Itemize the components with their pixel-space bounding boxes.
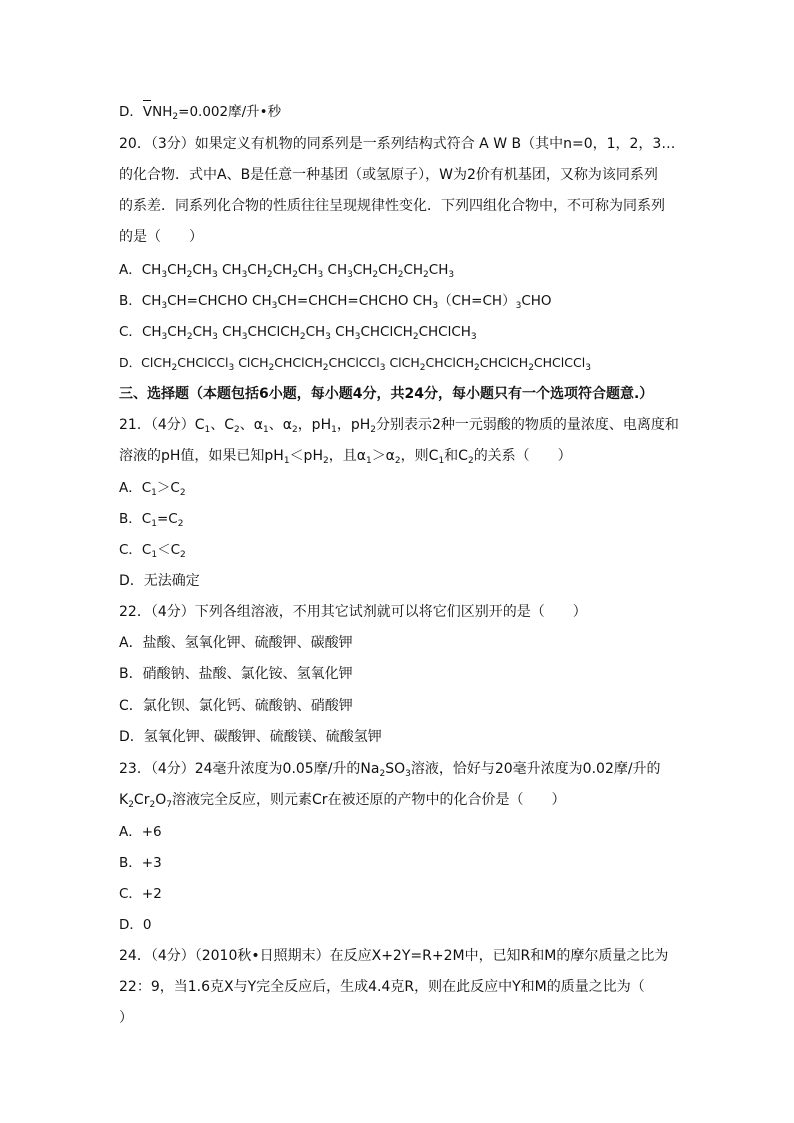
q24-stem-line2: 22：9，当1.6克X与Y完全反应后，生成4.4克R，则在此反应中Y和M的质量之比为（ [119,979,645,995]
q24-stem-line1: 24．（4分）（2010秋•日照期末）在反应X+2Y=R+2M中，已知R和M的摩尔质量之比为 [119,948,669,964]
q22-option-b: B．硝酸钠、盐酸、氯化铵、氢氧化钾 [119,666,353,682]
q22-option-d: D．氢氧化钾、碳酸钾、硫酸镁、硫酸氢钾 [119,729,382,745]
q23-stem-line1: 23．（4分）24毫升浓度为0.05摩/升的$Na_2SO_3$溶液，恰好与20毫升浓度为0.02摩/升的 [119,761,661,779]
q20-option-c: C．$CH_3CH_2CH_3$ $CH_3CHClCH_2CH_3$ $CH_3CHClCH_2CHClCH_3$ [119,324,477,342]
q20-stem-line2: 的化合物．式中A、B是任意一种基团（或氢原子），W为2价有机基团，又称为该同系列 [119,167,658,183]
q21-option-b: B．$C_1=C_2$ [119,511,184,529]
q21-stem-line2: 溶液的pH值，如果已知$pH_1<pH_2$，且$\alpha_1>\alpha_2$，则$C_1$和$C_2$的关系（ ） [119,448,572,466]
q20-stem-line4: 的是（ ） [119,229,203,245]
q23-option-d: D．0 [119,917,152,933]
q23-option-c: C．+2 [119,886,162,902]
q20-option-b: B．$CH_3CH=CHCHO$ $CH_3CH=CHCH=CHCHO$ $CH_3(CH=CH)_3CHO$ [119,293,552,311]
q20-option-d: D．ClCH$_2$CHClCCl$_3$ ClCH$_2$CHClCH$_2$CHClCCl$_3$ ClCH$_2$CHClCH$_2$CHClCH$_2$CHClCCl$_3$ [119,355,591,373]
q21-option-c: C．$C_1<C_2$ [119,542,186,560]
q23-stem-line2: $K_2Cr_2O_7$溶液完全反应，则元素Cr在被还原的产物中的化合价是（ ） [119,792,566,810]
q21-stem-line1: 21．（4分）$C_1$、$C_2$、$\alpha_1$、$\alpha_2$，$pH_1$，$pH_2$分别表示2种一元弱酸的物质的量浓度、电离度和 [119,417,679,435]
q21-option-a: A．$C_1>C_2$ [119,480,186,498]
velocity-symbol: V [142,104,153,120]
q23-option-b: B．+3 [119,855,162,871]
q24-stem-line3: ） [119,1010,133,1026]
q19-option-d: D．$VNH_2=0.002$摩/升•秒 [119,104,282,122]
q22-stem: 22．（4分）下列各组溶液，不用其它试剂就可以将它们区别开的是（ ） [119,604,587,620]
q22-option-a: A．盐酸、氢氧化钾、硫酸钾、碳酸钾 [119,635,353,651]
q23-option-a: A．+6 [119,824,162,840]
q20-stem-line1: 20．（3分）如果定义有机物的同系列是一系列结构式符合 A W B（其中n=0，1，2，3… [119,136,676,152]
section-heading: 三、选择题（本题包括6小题，每小题4分，共24分，每小题只有一个选项符合题意.） [119,386,654,402]
q20-option-a: A．$CH_3CH_2CH_3$ $CH_3CH_2CH_2CH_3$ $CH_3CH_2CH_2CH_2CH_3$ [119,262,455,280]
q20-stem-line3: 的系差．同系列化合物的性质往往呈现规律性变化．下列四组化合物中，不可称为同系列 [119,198,665,214]
q22-option-c: C．氯化钡、氯化钙、硫酸钠、硝酸钾 [119,698,353,714]
q21-option-d: D．无法确定 [119,573,200,589]
